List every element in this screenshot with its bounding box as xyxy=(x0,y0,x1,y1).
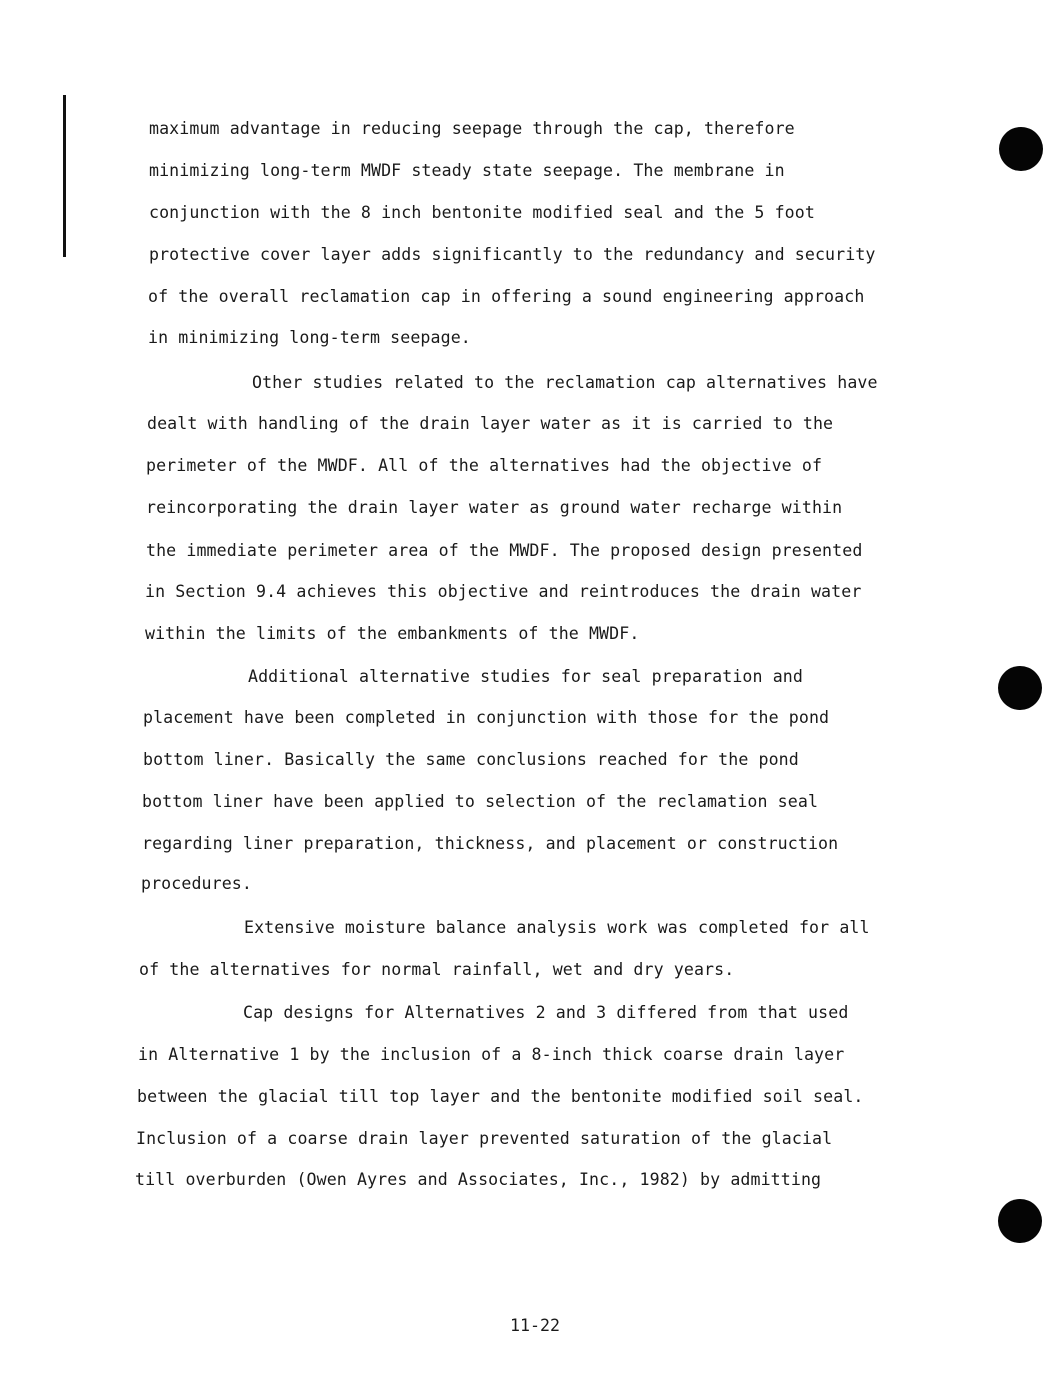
text-line: bottom liner. Basically the same conclusions reached for the pond xyxy=(143,750,799,769)
punch-hole-top xyxy=(999,127,1043,171)
text-line: in minimizing long-term seepage. xyxy=(148,328,471,347)
text-line-indented: Extensive moisture balance analysis work was completed for all xyxy=(244,918,870,937)
text-line: within the limits of the embankments of the MWDF. xyxy=(145,624,640,643)
text-line: the immediate perimeter area of the MWDF. The proposed design presented xyxy=(146,541,863,560)
text-line: bottom liner have been applied to selection of the reclamation seal xyxy=(142,792,819,811)
punch-hole-middle xyxy=(998,666,1042,710)
text-line: minimizing long-term MWDF steady state seepage. The membrane in xyxy=(149,161,785,180)
text-line: procedures. xyxy=(141,874,252,893)
text-line: reincorporating the drain layer water as ground water recharge within xyxy=(146,498,843,517)
revision-margin-bar xyxy=(63,95,66,257)
text-line-indented: Additional alternative studies for seal preparation and xyxy=(248,667,803,686)
text-line: Inclusion of a coarse drain layer prevented saturation of the glacial xyxy=(136,1129,833,1148)
text-line: placement have been completed in conjunction with those for the pond xyxy=(143,708,830,727)
text-line: in Section 9.4 achieves this objective and reintroduces the drain water xyxy=(145,582,862,601)
text-line: between the glacial till top layer and the bentonite modified soil seal. xyxy=(137,1087,864,1106)
text-line: maximum advantage in reducing seepage through the cap, therefore xyxy=(149,119,795,138)
text-line: conjunction with the 8 inch bentonite modified seal and the 5 foot xyxy=(149,203,815,222)
text-line-indented: Cap designs for Alternatives 2 and 3 differed from that used xyxy=(243,1003,849,1022)
text-line: of the overall reclamation cap in offering a sound engineering approach xyxy=(148,287,865,306)
text-line: till overburden (Owen Ayres and Associates, Inc., 1982) by admitting xyxy=(135,1170,822,1189)
text-line: regarding liner preparation, thickness, and placement or construction xyxy=(142,834,839,853)
text-line: dealt with handling of the drain layer water as it is carried to the xyxy=(147,414,834,433)
text-line: perimeter of the MWDF. All of the alternatives had the objective of xyxy=(146,456,823,475)
page-number: 11-22 xyxy=(510,1316,560,1335)
text-line: of the alternatives for normal rainfall, wet and dry years. xyxy=(139,960,735,979)
text-line: in Alternative 1 by the inclusion of a 8-inch thick coarse drain layer xyxy=(138,1045,845,1064)
punch-hole-bottom xyxy=(998,1199,1042,1243)
text-line: protective cover layer adds significantly to the redundancy and security xyxy=(149,245,876,264)
text-line-indented: Other studies related to the reclamation cap alternatives have xyxy=(252,373,878,392)
